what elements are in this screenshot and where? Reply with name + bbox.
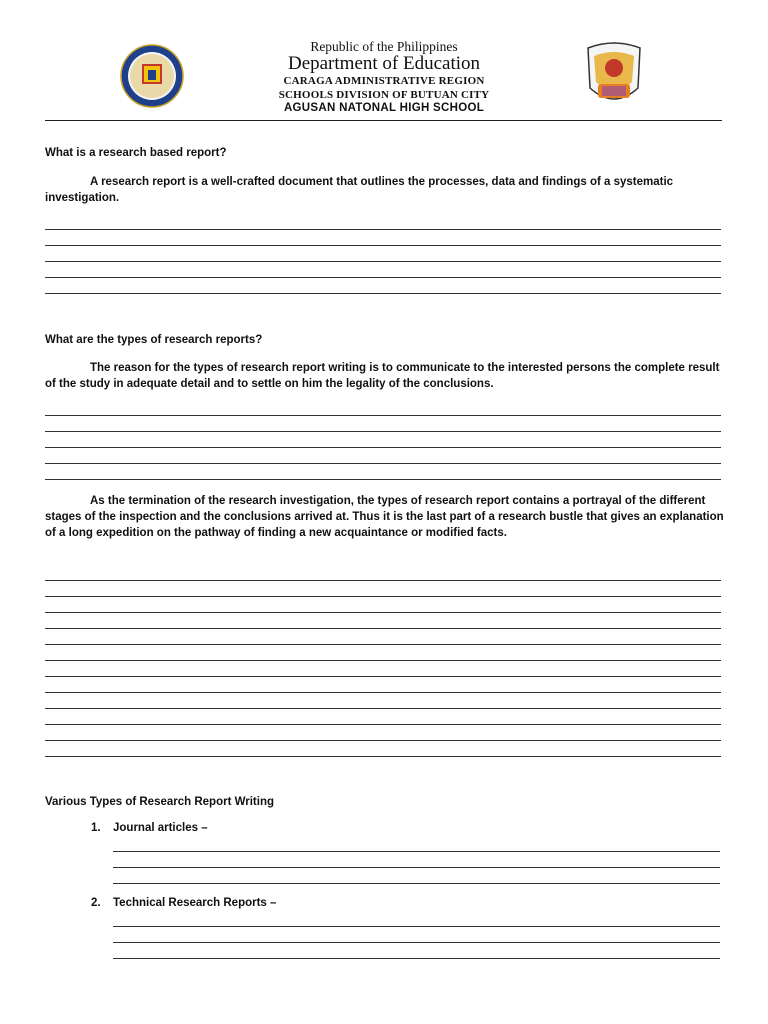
answer-blank-line[interactable]: [45, 596, 721, 597]
answer-blank-line[interactable]: [45, 676, 721, 677]
answer-blank-line[interactable]: [45, 415, 721, 416]
answer-blank-line[interactable]: [45, 277, 721, 278]
answer-types-paragraph-2: As the termination of the research investigation, the types of research report contains a portrayal of the different stages of the inspection and the conclusions arrived at. Thus it is the last part of a research bustle that gives an explanation of a long expedition on the pathway of finding a new acquaintance or modified facts.: [45, 495, 724, 539]
answer-blank-line[interactable]: [45, 229, 721, 230]
answer-blank-line[interactable]: [45, 447, 721, 448]
question-research-based-report: What is a research based report?: [45, 147, 227, 159]
answer-blank-line[interactable]: [113, 926, 720, 927]
answer-blank-line[interactable]: [45, 644, 721, 645]
answer-blank-line[interactable]: [113, 851, 720, 852]
journalism-program-logo: [580, 38, 648, 110]
header-divider: [45, 120, 722, 121]
answer-blank-line[interactable]: [45, 261, 721, 262]
department-title: Department of Education: [287, 53, 481, 74]
answer-blank-line[interactable]: [45, 692, 721, 693]
answer-blank-line[interactable]: [113, 942, 720, 943]
answer-blank-line[interactable]: [45, 628, 721, 629]
answer-blank-line[interactable]: [45, 431, 721, 432]
question-types-of-research-reports: What are the types of research reports?: [45, 334, 263, 346]
answer-research-based-report: A research report is a well-crafted document that outlines the processes, data and findings of a systematic investigation.: [45, 176, 674, 204]
answer-types-paragraph-1: The reason for the types of research report writing is to communicate to the interested persons the complete result of the study in adequate detail and to settle on him the legality of the conclusions.: [45, 362, 720, 390]
answer-blank-line[interactable]: [45, 740, 721, 741]
answer-blank-line[interactable]: [45, 612, 721, 613]
answer-blank-line[interactable]: [45, 724, 721, 725]
school-name: AGUSAN NATONAL HIGH SCHOOL: [283, 102, 485, 114]
list-item-number: 1.: [91, 822, 101, 834]
answer-blank-line[interactable]: [45, 708, 721, 709]
answer-blank-line[interactable]: [113, 958, 720, 959]
answer-blank-line[interactable]: [113, 883, 720, 884]
answer-blank-line[interactable]: [45, 660, 721, 661]
list-item-journal-articles: [91, 822, 208, 834]
answer-blank-line[interactable]: [45, 463, 721, 464]
list-item-number: 2.: [91, 897, 101, 909]
answer-blank-line[interactable]: [45, 580, 721, 581]
answer-blank-line[interactable]: [45, 293, 721, 294]
division-line: SCHOOLS DIVISION OF BUTUAN CITY: [278, 89, 490, 101]
list-item-label: Journal articles –: [113, 822, 208, 834]
answer-blank-line[interactable]: [45, 756, 721, 757]
heading-various-types: Various Types of Research Report Writing: [45, 796, 274, 808]
document-header: [0, 0, 768, 122]
answer-blank-line[interactable]: [45, 245, 721, 246]
answer-blank-line[interactable]: [45, 479, 721, 480]
republic-line: Republic of the Philippines: [310, 39, 458, 54]
region-line: CARAGA ADMINISTRATIVE REGION: [283, 75, 485, 87]
list-item-technical-reports: [91, 897, 276, 909]
answer-blank-line[interactable]: [113, 867, 720, 868]
list-item-label: Technical Research Reports –: [113, 897, 277, 909]
